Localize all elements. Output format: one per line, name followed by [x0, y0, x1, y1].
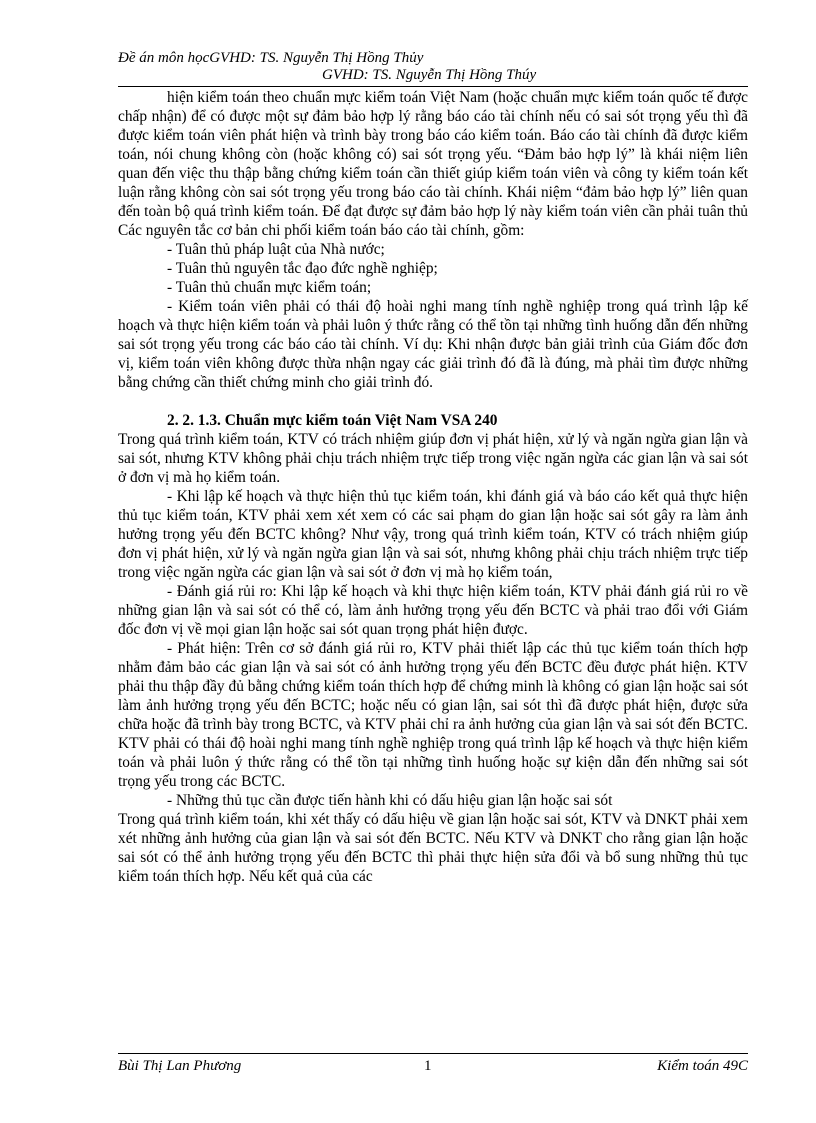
body-text	[118, 88, 748, 886]
header-line-2: GVHD: TS. Nguyễn Thị Hồng Thúy	[322, 67, 537, 83]
section-heading: 2. 2. 1.3. Chuẩn mực kiểm toán Việt Nam VSA 240	[167, 412, 498, 429]
paragraph-procedures: - Những thủ tục cần được tiến hành khi có dấu hiệu gian lận hoặc sai sót	[167, 792, 613, 809]
page-number: 1	[424, 1058, 432, 1074]
paragraph-intro: hiện kiểm toán theo chuẩn mực kiểm toán Việt Nam (hoặc chuẩn mực kiểm toán quốc tế được chấp nhận) để có được một sự đảm bảo hợp lý rằng báo cáo tài chính nếu có sai sót trọng yếu thì đã được kiểm toán viên phát hiện và trình bày trong báo cáo kiểm toán. Báo cáo tài chính đã được kiểm toán, nói chung không còn (hoặc không có) sai sót trọng yếu. “Đảm bảo hợp lý” là khái niệm liên quan đến việc thu thập bằng chứng kiểm toán cần thiết giúp kiểm toán viên và công ty kiểm toán kết luận rằng không còn sai sót trọng yếu trong báo cáo tài chính. Khái niệm “đảm bảo hợp lý” liên quan đến toàn bộ quá trình kiểm toán. Để đạt được sự đảm bảo hợp lý này kiểm toán viên cần phải tuân thủ Các nguyên tắc cơ bản chi phối kiểm toán báo cáo tài chính, gồm:	[118, 89, 748, 239]
paragraph-responsibility: Trong quá trình kiểm toán, KTV có trách nhiệm giúp đơn vị phát hiện, xử lý và ngăn ngừa gian lận và sai sót, nhưng KTV không phải chịu trách nhiệm trực tiếp trong việc ngăn ngừa các gian lận và sai sót ở đơn vị mà họ kiểm toán.	[118, 431, 748, 486]
bullet-standards: - Tuân thủ chuẩn mực kiểm toán;	[167, 279, 372, 296]
header-line-1: Đề án môn họcGVHD: TS. Nguyễn Thị Hồng Thủy	[118, 50, 424, 66]
bullet-skepticism: - Kiểm toán viên phải có thái độ hoài nghi mang tính nghề nghiệp trong quá trình lập kế hoạch và thực hiện kiểm toán và phải luôn ý thức rằng có thể tồn tại những tình huống dẫn đến những sai sót trọng yếu trong các báo cáo tài chính. Ví dụ: Khi nhận được bản giải trình của Giám đốc đơn vị, kiểm toán viên không được thừa nhận ngay các giải trình đó đã là đúng, mà phải tìm được những bằng chứng cần thiết chứng minh cho giải trình đó.	[118, 298, 748, 391]
paragraph-planning: - Khi lập kế hoạch và thực hiện thủ tục kiểm toán, khi đánh giá và báo cáo kết quả thực hiện thủ tục kiểm toán, KTV phải xem xét xem có các sai phạm do gian lận hoặc sai sót gây ra làm ảnh hưởng trọng yếu đến BCTC không? Như vậy, trong quá trình kiểm toán, KTV có trách nhiệm giúp đơn vị phát hiện, xử lý và ngăn ngừa gian lận và sai sót, nhưng không phải chịu trách nhiệm trực tiếp trong việc ngăn ngừa các gian lận và sai sót ở đơn vị mà họ kiểm toán,	[118, 488, 748, 581]
paragraph-risk-assessment: - Đánh giá rủi ro: Khi lập kế hoạch và khi thực hiện kiểm toán, KTV phải đánh giá rủi ro về những gian lận và sai sót có thể có, làm ảnh hưởng trọng yếu đến BCTC và phải trao đổi với Giám đốc đơn vị về mọi gian lận hoặc sai sót quan trọng phát hiện được.	[118, 583, 748, 638]
paragraph-detection: - Phát hiện: Trên cơ sở đánh giá rủi ro, KTV phải thiết lập các thủ tục kiểm toán thích hợp nhằm đảm bảo các gian lận và sai sót có ảnh hưởng trọng yếu đến BCTC đều được phát hiện. KTV phải thu thập đầy đủ bằng chứng kiểm toán thích hợp để chứng minh là không có gian lận hoặc sai sót làm ảnh hưởng trọng yếu đến BCTC; hoặc nếu có gian lận, sai sót thì đã được phát hiện, được sửa chữa hoặc đã trình bày trong BCTC, và KTV phải chỉ ra ảnh hưởng của gian lận và sai sót đến BCTC. KTV phải có thái độ hoài nghi mang tính nghề nghiệp trong quá trình lập kế hoạch và thực hiện kiểm toán và phải luôn ý thức rằng có thể tồn tại những tình huống hoặc sự kiện dẫn đến những sai sót trọng yếu trong các BCTC.	[118, 640, 748, 790]
header-rule	[118, 86, 748, 87]
bullet-law: - Tuân thủ pháp luật của Nhà nước;	[167, 241, 385, 258]
paragraph-indications: Trong quá trình kiểm toán, khi xét thấy có dấu hiệu về gian lận hoặc sai sót, KTV và DNKT phải xem xét những ảnh hưởng của gian lận và sai sót đến BCTC. Nếu KTV và DNKT cho rằng gian lận hoặc sai sót có thể ảnh hưởng trọng yếu đến BCTC thì phải thực hiện sửa đổi và bổ sung những thủ tục kiểm toán thích hợp. Nếu kết quả của các	[118, 811, 748, 885]
footer-rule	[118, 1053, 748, 1054]
footer-author: Bùi Thị Lan Phương	[118, 1058, 242, 1074]
bullet-ethics: - Tuân thủ nguyên tắc đạo đức nghề nghiệp;	[167, 260, 438, 277]
footer-class: Kiểm toán 49C	[657, 1058, 748, 1074]
